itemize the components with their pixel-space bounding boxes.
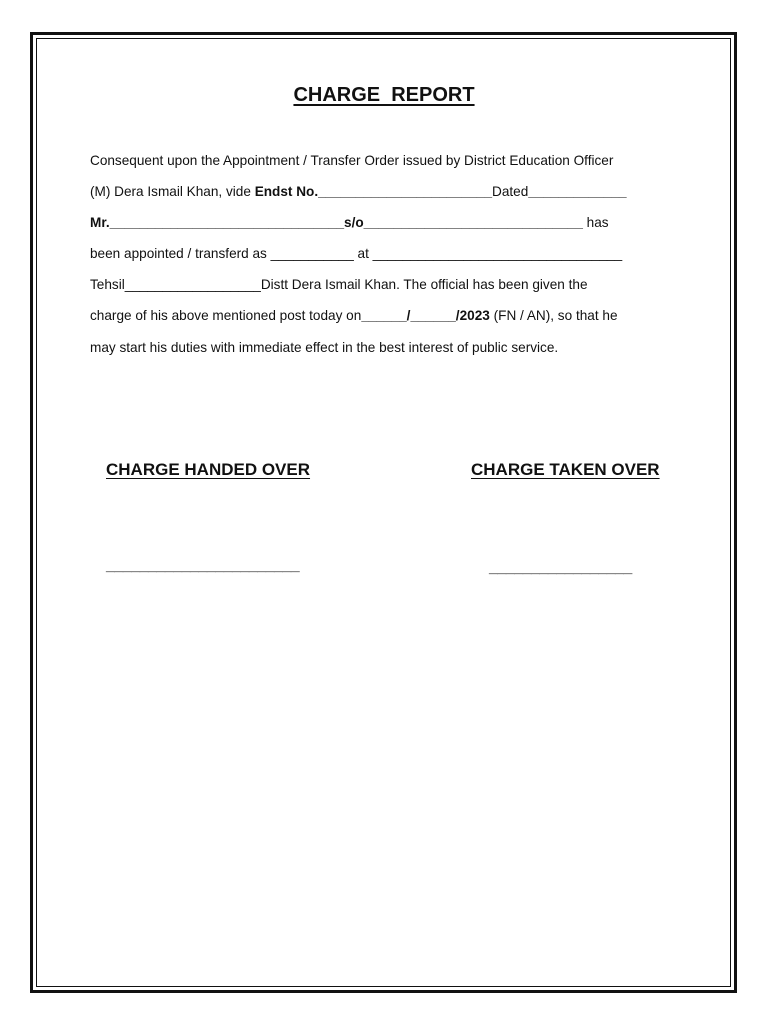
body-text: Tehsil__________________Distt Dera Ismail Khan. The official has been given the	[90, 277, 588, 292]
body-text: (FN / AN), so that he	[489, 308, 618, 323]
body-text: been appointed / transferd as ___________ at _________________________________	[90, 246, 623, 261]
body-line-6	[90, 304, 618, 328]
body-text: charge of his above mentioned post today on	[90, 308, 362, 323]
body-text: may start his duties with immediate effect in the best interest of public service.	[90, 340, 559, 355]
taken-over-signature-line: _________________	[489, 559, 632, 576]
name-and-father-field: Mr._______________________________s/o_____________________________	[90, 215, 583, 230]
body-line-2	[90, 180, 627, 204]
document-title: CHARGE REPORT	[293, 84, 475, 106]
charge-handed-over-heading: CHARGE HANDED OVER	[106, 460, 311, 479]
dated-field: _____________	[528, 184, 627, 199]
charge-taken-over-heading: CHARGE TAKEN OVER	[471, 460, 660, 479]
endst-no-field: Endst No._______________________	[254, 184, 493, 199]
body-line-3	[90, 211, 609, 235]
body-line-4	[90, 242, 622, 266]
body-line-5	[90, 273, 588, 297]
body-line-1	[90, 149, 613, 173]
body-line-7	[90, 336, 558, 360]
body-text: Consequent upon the Appointment / Transfer Order issued by District Education Officer	[90, 153, 614, 168]
body-text: Dated	[492, 184, 529, 199]
handed-over-signature-line: _______________________	[106, 557, 300, 574]
date-field: ______/______/2023	[361, 308, 490, 323]
body-text: has	[582, 215, 609, 230]
body-text: (M) Dera Ismail Khan, vide	[90, 184, 255, 199]
